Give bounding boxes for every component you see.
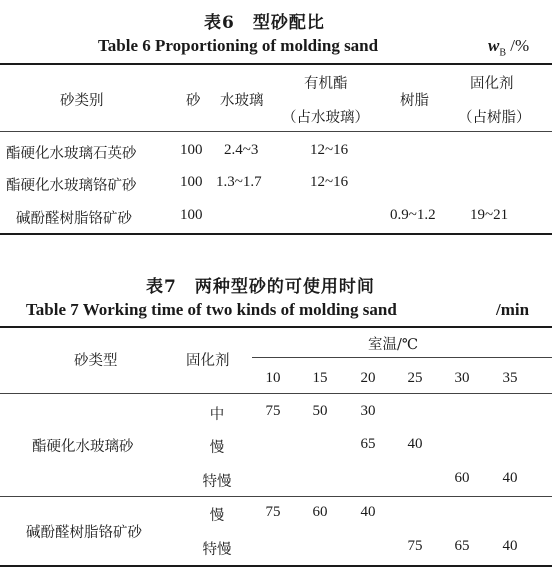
table6-row-water-glass: 1.3~1.7	[216, 174, 262, 190]
table7-header-curing: 固化剂	[186, 353, 230, 369]
table6-bottom-rule	[0, 233, 552, 235]
table6-row-type: 碱酚醛树脂铬矿砂	[16, 211, 132, 227]
table7-value-cell: 40	[502, 470, 518, 486]
table7-curing-cell: 中	[209, 407, 225, 423]
table6-header-ester-line2: （占水玻璃）	[282, 110, 369, 126]
table6-header-water-glass: 水玻璃	[220, 93, 264, 109]
table6-row-sand: 100	[180, 207, 203, 223]
table7-curing-cell: 慢	[209, 508, 225, 524]
table7-value-cell: 75	[265, 403, 281, 419]
table7-temp-header: 10	[265, 370, 281, 386]
table6-header-ester-line1: 有机酯	[304, 76, 348, 92]
table6-header-curing-line2: （占树脂）	[458, 110, 531, 126]
table6-header-sand-type: 砂类别	[60, 93, 104, 109]
table7-title-cn: 表7 两种型砂的可使用时间	[146, 277, 375, 297]
table6-header-curing-line1: 固化剂	[470, 76, 514, 92]
table7-value-cell: 40	[407, 436, 423, 452]
table7-curing-cell: 慢	[209, 440, 225, 456]
table6-header-sand: 砂	[186, 93, 201, 109]
table6-row-sand: 100	[180, 174, 203, 190]
table7-temp-header: 25	[407, 370, 423, 386]
table7-value-cell: 65	[360, 436, 376, 452]
table7-header-sand-type: 砂类型	[74, 353, 118, 369]
table7-curing-cell: 特慢	[202, 474, 232, 490]
table6-title-en: Table 6 Proportioning of molding sand	[98, 36, 379, 55]
table7-group-rule	[0, 496, 552, 497]
table7-value-cell: 40	[360, 504, 376, 520]
table7-value-cell: 65	[454, 538, 470, 554]
table7-temp-header: 35	[502, 370, 518, 386]
table7-value-cell: 60	[312, 504, 328, 520]
table6-top-rule	[0, 63, 552, 65]
table7-temp-header: 15	[312, 370, 328, 386]
table6-title-cn: 表6 型砂配比	[204, 13, 325, 33]
table7-value-cell: 75	[407, 538, 423, 554]
table7-group-name: 碱酚醛树脂铬矿砂	[26, 525, 142, 541]
table7-value-cell: 60	[454, 470, 470, 486]
table7-value-cell: 50	[312, 403, 328, 419]
table7-top-rule	[0, 326, 552, 328]
table7-group-name: 酯硬化水玻璃砂	[32, 439, 134, 455]
table6-row-sand: 100	[180, 142, 203, 158]
table6-row-type: 酯硬化水玻璃铬矿砂	[6, 178, 137, 194]
table6-row-resin: 0.9~1.2	[390, 207, 436, 223]
table7-unit: /min	[496, 300, 530, 319]
table7-title-en: Table 7 Working time of two kinds of molding sand	[26, 300, 397, 319]
table7-temp-header: 30	[454, 370, 470, 386]
table6-row-ester: 12~16	[310, 142, 349, 158]
table6-row-curing: 19~21	[470, 207, 509, 223]
table6-unit-symbol: w	[488, 36, 500, 55]
table7-value-cell: 75	[265, 504, 281, 520]
table7-bottom-rule	[0, 565, 552, 567]
table7-value-cell: 40	[502, 538, 518, 554]
table7-header-room-temp: 室温/℃	[368, 337, 419, 353]
table6-header-rule	[0, 131, 552, 132]
table7-curing-cell: 特慢	[202, 542, 232, 558]
table6-header-resin: 树脂	[400, 93, 429, 109]
table6-unit	[488, 36, 529, 58]
table6-row-type: 酯硬化水玻璃石英砂	[6, 146, 137, 162]
table6-row-ester: 12~16	[310, 174, 349, 190]
table6-row-water-glass: 2.4~3	[224, 142, 259, 158]
table7-value-cell: 30	[360, 403, 376, 419]
table7-room-temp-rule	[252, 357, 552, 358]
table7-temp-header: 20	[360, 370, 376, 386]
table7-header-rule	[0, 393, 552, 394]
table6-unit-tail: /%	[506, 36, 530, 55]
table6-unit-subscript: B	[499, 47, 507, 59]
